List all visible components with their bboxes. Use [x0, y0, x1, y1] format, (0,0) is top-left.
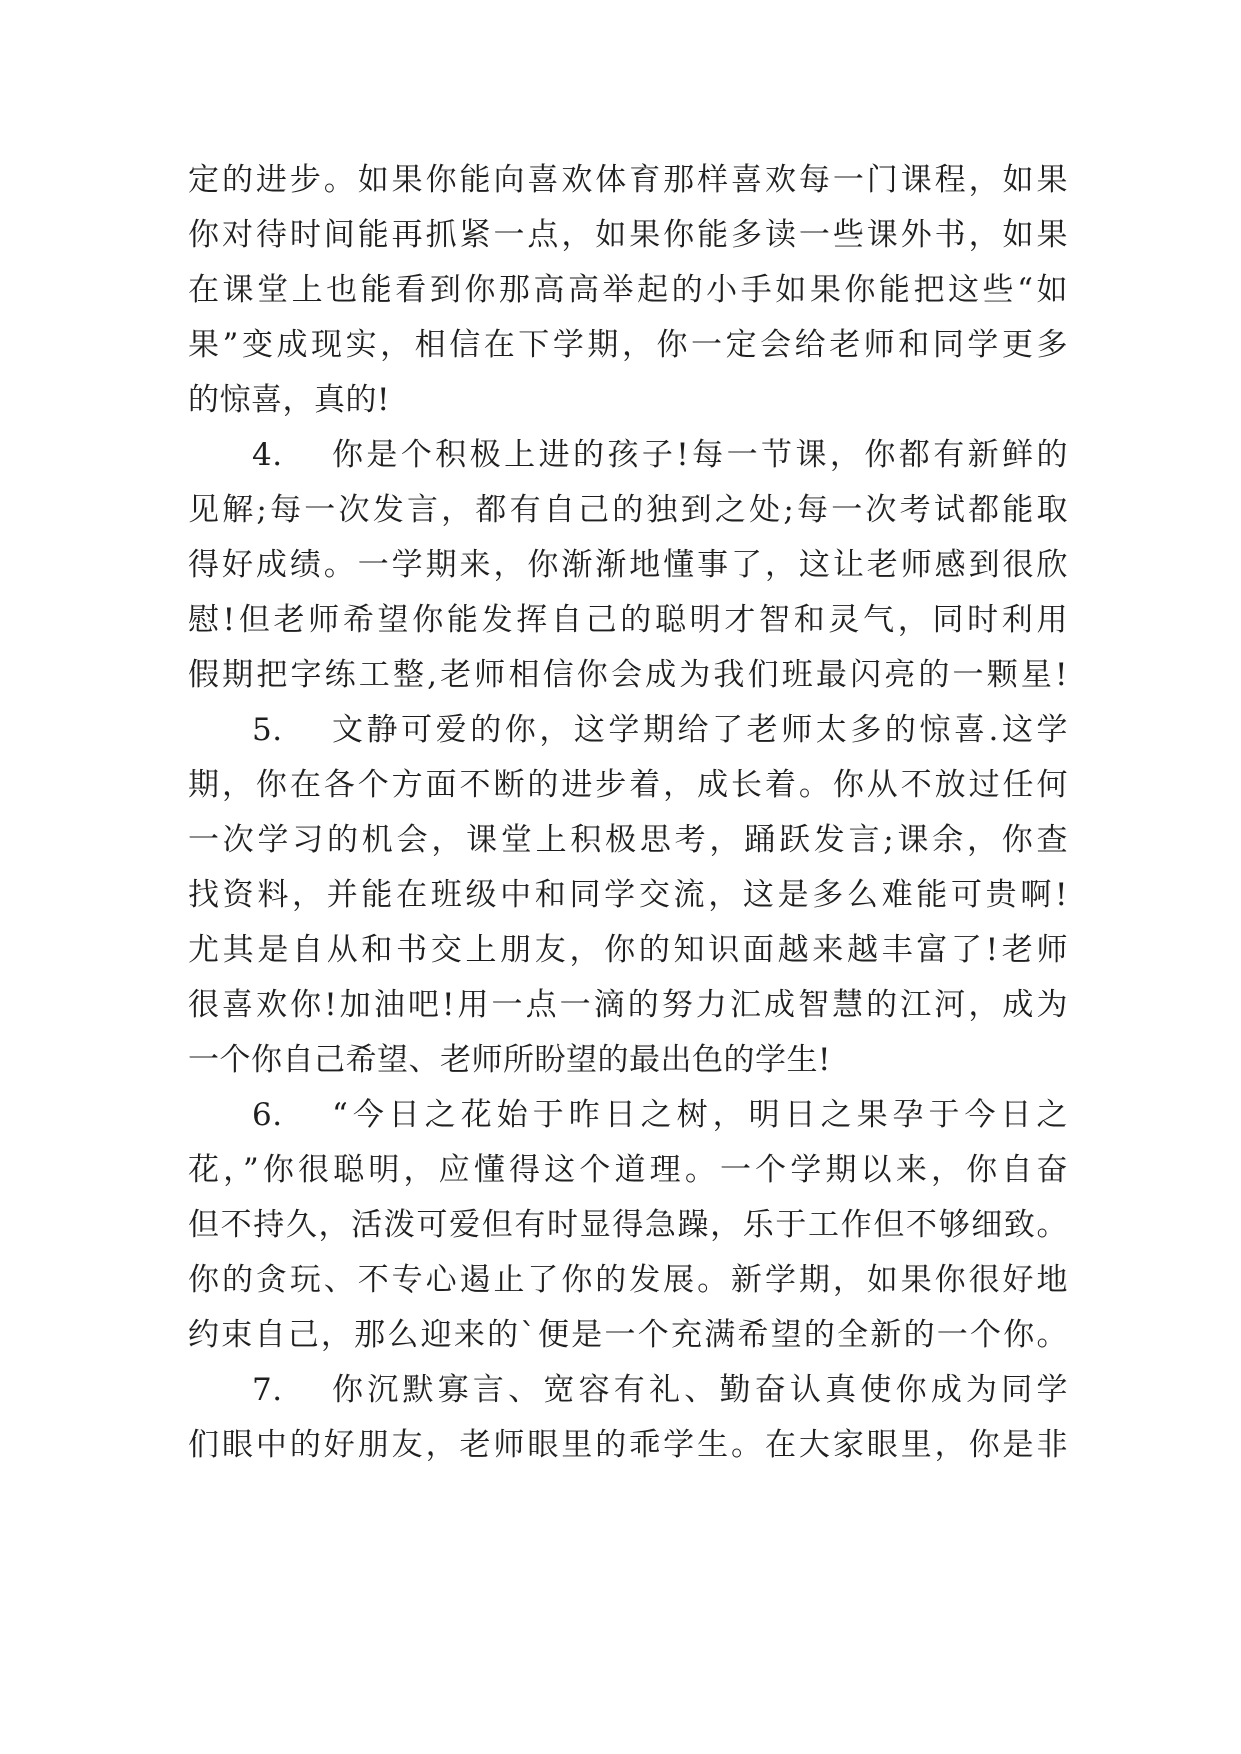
- text-line: 你的贪玩、不专心遏止了你的发展。新学期，如果你很好地: [188, 1262, 1068, 1298]
- list-item-5-first-line: [188, 708, 1068, 752]
- text-line: 一个你自己希望、老师所盼望的最出色的学生!: [188, 1042, 831, 1078]
- text-line: 很喜欢你!加油吧!用一点一滴的努力汇成智慧的江河，成为: [188, 987, 1068, 1023]
- list-item-text: “今日之花始于昨日之树，明日之果孕于今日之: [332, 1097, 1068, 1133]
- text-line: 假期把字练工整,老师相信你会成为我们班最闪亮的一颗星!: [188, 657, 1068, 693]
- list-item-6-first-line: [188, 1093, 1068, 1137]
- text-line: 见解;每一次发言，都有自己的独到之处;每一次考试都能取: [188, 492, 1068, 528]
- list-item-number: 4.: [252, 437, 283, 473]
- text-line: 得好成绩。一学期来，你渐渐地懂事了，这让老师感到很欣: [188, 547, 1068, 583]
- list-item-number: 5.: [252, 712, 283, 748]
- text-line: 你对待时间能再抓紧一点，如果你能多读一些课外书，如果: [188, 217, 1068, 253]
- text-line: 花，”你很聪明，应懂得这个道理。一个学期以来，你自奋: [188, 1152, 1068, 1188]
- text-line: 尤其是自从和书交上朋友，你的知识面越来越丰富了!老师: [188, 932, 1068, 968]
- list-item-number: 6.: [252, 1097, 283, 1133]
- text-line: 慰!但老师希望你能发挥自己的聪明才智和灵气，同时利用: [188, 602, 1068, 638]
- text-line: 定的进步。如果你能向喜欢体育那样喜欢每一门课程，如果: [188, 162, 1068, 198]
- text-line: 在课堂上也能看到你那高高举起的小手如果你能把这些“如: [188, 272, 1068, 308]
- text-line: 果”变成现实，相信在下学期，你一定会给老师和同学更多: [188, 327, 1068, 363]
- list-item-text: 你是个积极上进的孩子!每一节课，你都有新鲜的: [332, 437, 1068, 473]
- list-item-text: 文静可爱的你，这学期给了老师太多的惊喜.这学: [332, 712, 1068, 748]
- text-line: 找资料，并能在班级中和同学交流，这是多么难能可贵啊!: [188, 877, 1068, 913]
- list-item-7-first-line: [188, 1368, 1068, 1412]
- text-line: 们眼中的好朋友，老师眼里的乖学生。在大家眼里，你是非: [188, 1427, 1068, 1463]
- list-item-4-first-line: [188, 433, 1068, 477]
- list-item-text: 你沉默寡言、宽容有礼、勤奋认真使你成为同学: [332, 1372, 1068, 1408]
- text-line: 一次学习的机会，课堂上积极思考，踊跃发言;课余，你查: [188, 822, 1068, 858]
- text-line: 期，你在各个方面不断的进步着，成长着。你从不放过任何: [188, 767, 1068, 803]
- list-item-number: 7.: [252, 1372, 283, 1408]
- text-line: 约束自己，那么迎来的`便是一个充满希望的全新的一个你。: [188, 1317, 1068, 1353]
- text-line: 但不持久，活泼可爱但有时显得急躁，乐于工作但不够细致。: [188, 1207, 1068, 1243]
- text-line: 的惊喜，真的!: [188, 382, 390, 418]
